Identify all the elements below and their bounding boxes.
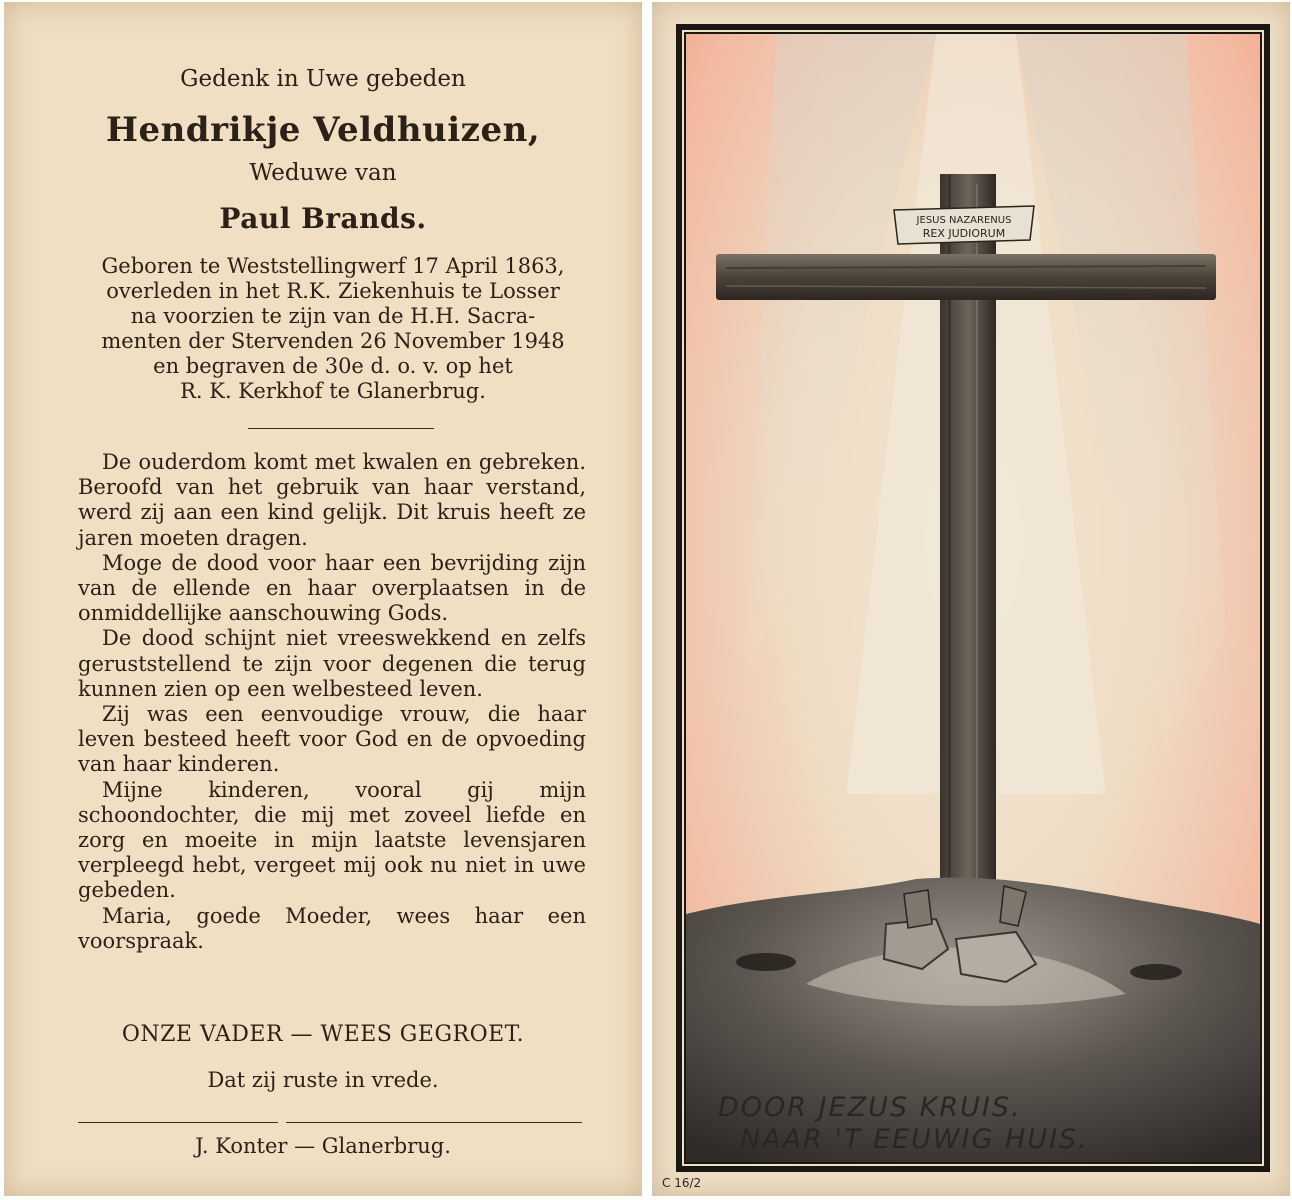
memorial-card-text-side <box>4 2 642 1196</box>
rest-in-peace-line: Dat zij ruste in vrede. <box>207 1068 439 1092</box>
paragraph: Maria, goede Moeder, wees haar een voorspraak. <box>78 903 586 953</box>
widow-of-line: Weduwe van <box>249 160 397 186</box>
cross-beam <box>716 254 1216 300</box>
paragraph: De ouderdom komt met kwalen en gebreken. Beroofd van het gebruik van haar verstand, werd zij aan een kind gelijk. Dit kruis heeft ze jaren moeten dragen. <box>78 450 586 550</box>
deceased-name: Hendrikje Veldhuizen, <box>105 110 541 150</box>
plaque-line-1: JESUS NAZARENUS <box>916 215 1012 226</box>
prayers-line: ONZE VADER — WEES GEGROET. <box>121 1022 525 1047</box>
memorial-text <box>78 450 586 954</box>
intro-line: Gedenk in Uwe gebeden <box>180 66 466 92</box>
husband-name: Paul Brands. <box>219 202 427 235</box>
cross-illustration-panel <box>684 32 1262 1164</box>
memorial-card-image-side <box>652 2 1290 1196</box>
motto-line-2: NAAR 'T EEUWIG HUIS. <box>740 1124 1089 1155</box>
paragraph: De dood schijnt niet vreeswekkend en zelfs geruststellend te zijn voor degenen die terug kunnen zien op een welbesteed leven. <box>78 626 586 701</box>
divider <box>248 428 434 429</box>
stone <box>904 890 932 928</box>
print-code: C 16/2 <box>662 1176 702 1190</box>
plaque-line-2: REX JUDIORUM <box>922 227 1006 240</box>
paragraph: Zij was een eenvoudige vrouw, die haar leven besteed heeft voor God en de opvoeding van haar kinderen. <box>78 702 586 777</box>
divider <box>78 1122 278 1123</box>
biography <box>74 254 592 404</box>
paragraph: Moge de dood voor haar een bevrijding zijn van de ellende en haar overplaatsen in de onmiddellijke aanschouwing Gods. <box>78 550 586 626</box>
bio-line: na voorzien te zijn van de H.H. Sacra- <box>130 304 536 328</box>
divider <box>286 1122 582 1123</box>
cross-illustration <box>686 34 1260 1162</box>
bio-line: en begraven de 30e d. o. v. op het <box>153 354 513 378</box>
motto-line-1: DOOR JEZUS KRUIS. <box>718 1092 1022 1123</box>
bio-line: menten der Stervenden 26 November 1948 <box>101 329 565 353</box>
bio-line: R. K. Kerkhof te Glanerbrug. <box>180 379 486 403</box>
printer-credit: J. Konter — Glanerbrug. <box>195 1134 451 1158</box>
bio-line: Geboren te Weststellingwerf 17 April 1863, <box>101 254 565 278</box>
paragraph: Mijne kinderen, vooral gij mijn schoondochter, die mij met zoveel liefde en zorg en moeite in mijn laatste levensjaren verpleegd hebt, vergeet mij ook nu niet in uwe gebeden. <box>78 777 586 903</box>
bio-line: overleden in het R.K. Ziekenhuis te Losser <box>106 279 560 303</box>
